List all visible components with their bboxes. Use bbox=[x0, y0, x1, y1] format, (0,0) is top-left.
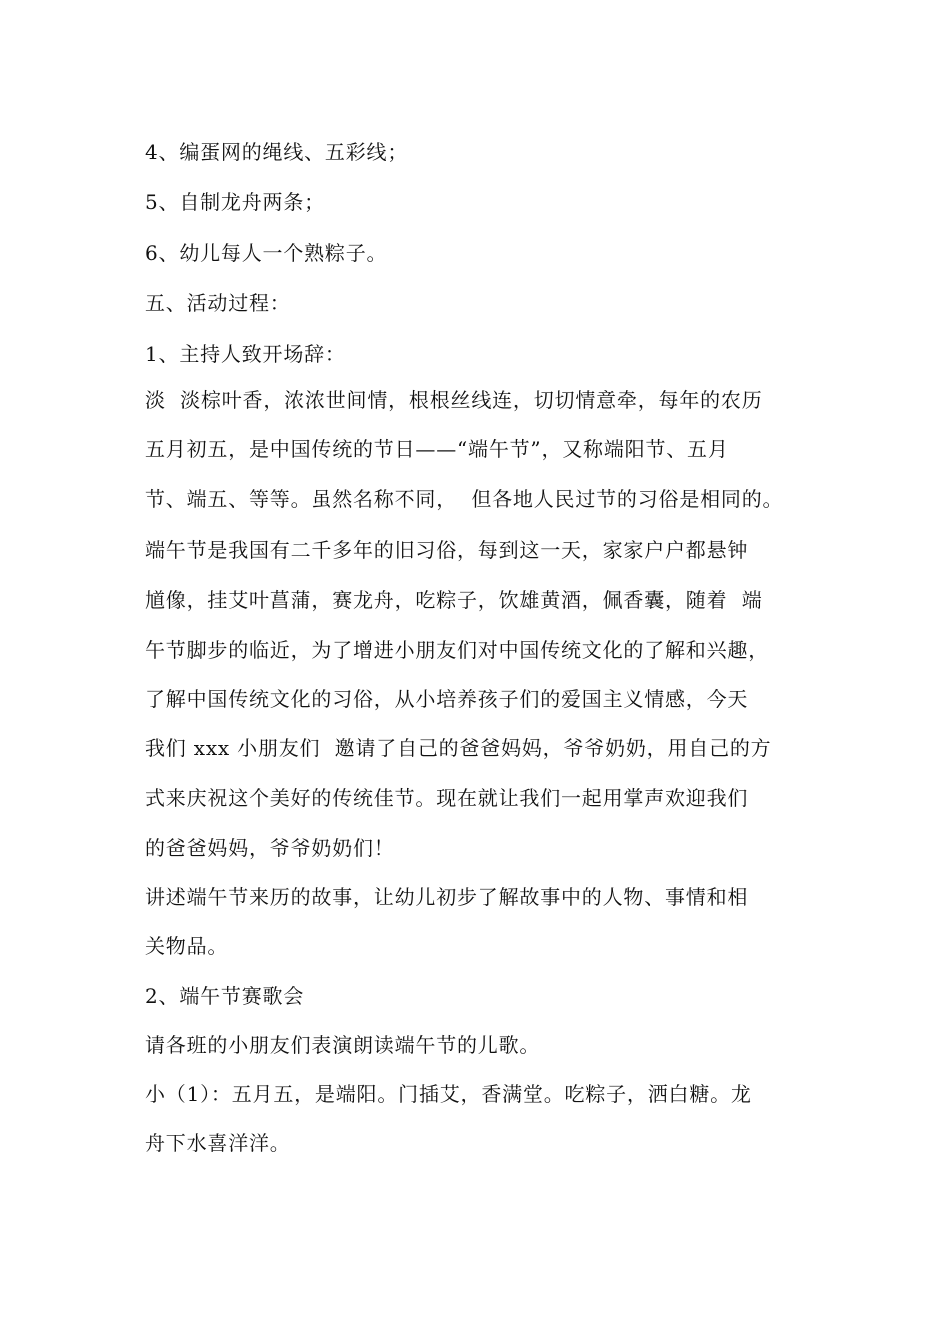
text-line-materials-5: 5、自制龙舟两条； bbox=[145, 190, 325, 214]
paragraph-line: 式来庆祝这个美好的传统佳节。现在就让我们一起用掌声欢迎我们 bbox=[145, 786, 749, 810]
text-line-step-1: 1、主持人致开场辞： bbox=[145, 342, 346, 366]
paragraph-line: 舟下水喜洋洋。 bbox=[145, 1131, 291, 1155]
paragraph-line: 讲述端午节来历的故事，让幼儿初步了解故事中的人物、事情和相 bbox=[145, 885, 749, 909]
paragraph-line: 端午节是我国有二千多年的旧习俗，每到这一天，家家户户都悬钟 bbox=[145, 538, 749, 562]
paragraph-line: 馗像，挂艾叶菖蒲，赛龙舟，吃粽子，饮雄黄酒，佩香囊，随着 端 bbox=[145, 588, 763, 612]
paragraph-line: 我们 xxx 小朋友们 邀请了自己的爸爸妈妈，爷爷奶奶，用自己的方 bbox=[145, 736, 772, 760]
paragraph-line: 节、端五、等等。虽然名称不同， 但各地人民过节的习俗是相同的。 bbox=[145, 487, 784, 511]
paragraph-line: 淡 淡棕叶香，浓浓世间情，根根丝线连，切切情意牵，每年的农历 bbox=[145, 388, 763, 412]
section-heading-activity-process: 五、活动过程： bbox=[145, 291, 291, 315]
text-line-materials-4: 4、编蛋网的绳线、五彩线； bbox=[145, 140, 409, 164]
paragraph-line: 了解中国传统文化的习俗，从小培养孩子们的爱国主义情感，今天 bbox=[145, 687, 749, 711]
paragraph-line: 请各班的小朋友们表演朗读端午节的儿歌。 bbox=[145, 1033, 541, 1057]
paragraph-line: 五月初五，是中国传统的节日——“端午节”，又称端阳节、五月 bbox=[145, 437, 729, 461]
text-line-materials-6: 6、幼儿每人一个熟粽子。 bbox=[145, 241, 388, 265]
paragraph-line: 午节脚步的临近，为了增进小朋友们对中国传统文化的了解和兴趣， bbox=[145, 638, 769, 662]
paragraph-line: 的爸爸妈妈，爷爷奶奶们！ bbox=[145, 836, 395, 860]
paragraph-line: 小（1）：五月五，是端阳。门插艾，香满堂。吃粽子，洒白糖。龙 bbox=[145, 1082, 752, 1106]
paragraph-line: 关物品。 bbox=[145, 934, 229, 958]
text-line-step-2: 2、端午节赛歌会 bbox=[145, 984, 305, 1008]
